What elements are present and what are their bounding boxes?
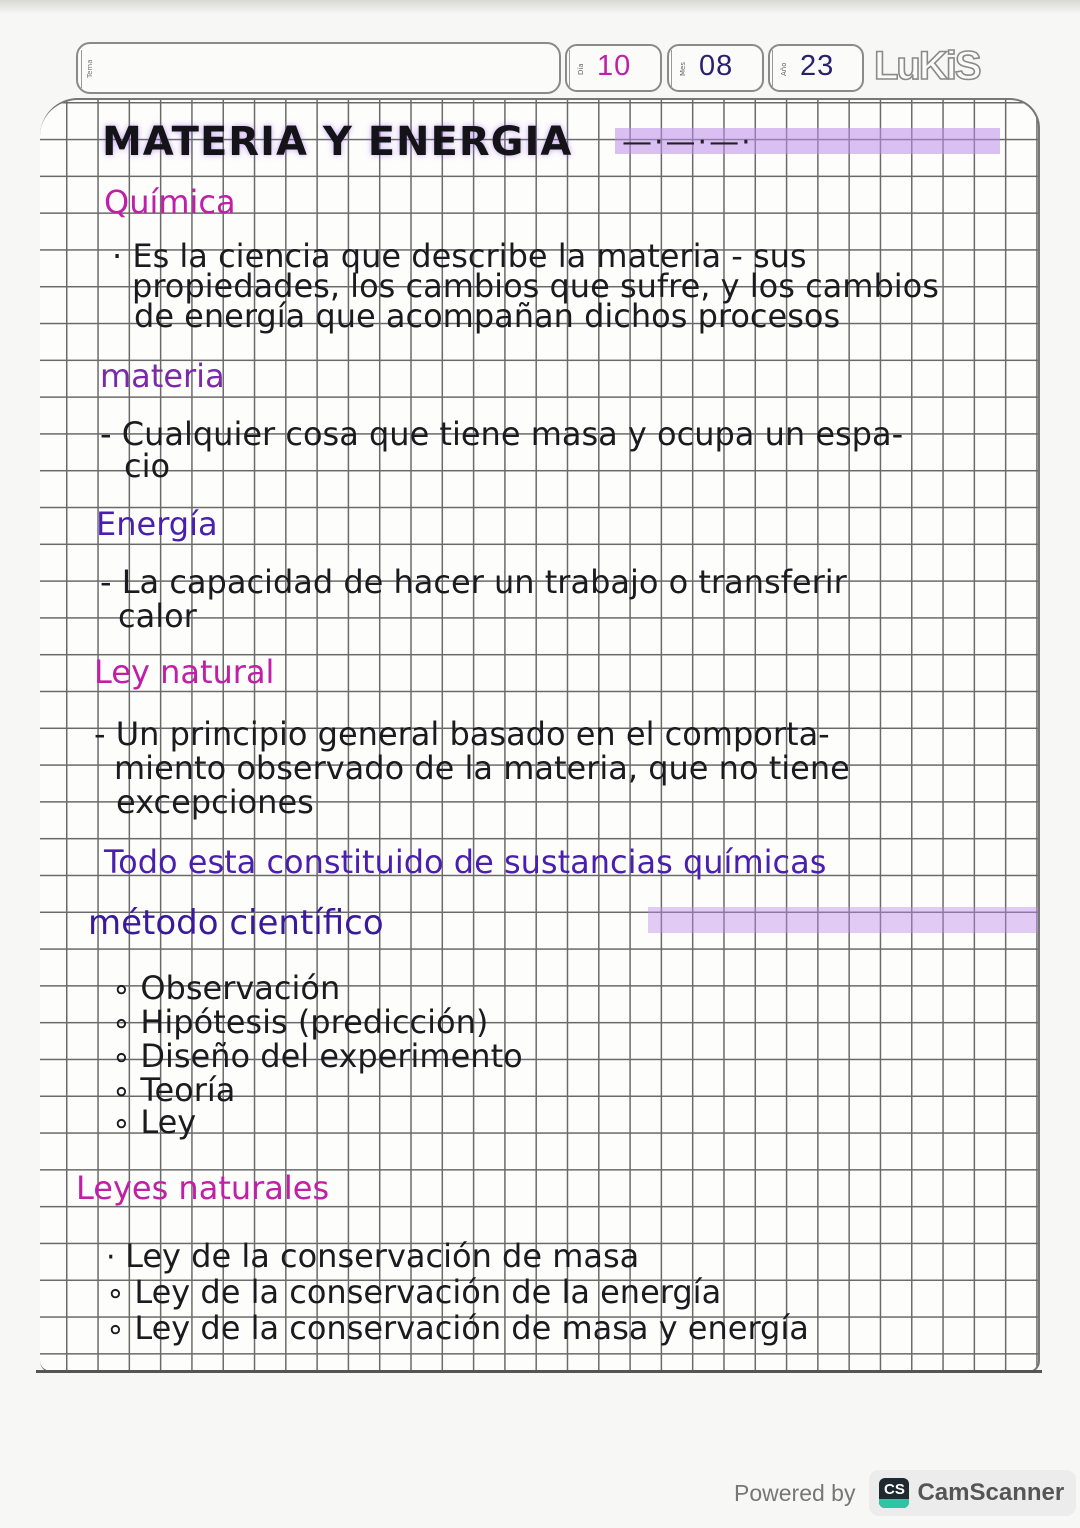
camscanner-logo-icon: CS bbox=[879, 1478, 909, 1508]
month-field bbox=[667, 44, 764, 92]
energia-line-1: - La capacidad de hacer un trabajo o transferir bbox=[100, 563, 847, 601]
notebook-brand-logo: LuKiS bbox=[874, 44, 980, 88]
method-step bbox=[112, 1037, 523, 1075]
law-item bbox=[106, 1273, 722, 1311]
method-step-label: Teoría bbox=[140, 1071, 236, 1109]
bullet-icon: ∘ bbox=[106, 1276, 135, 1311]
law-item-label: Ley de la conservación de la energía bbox=[134, 1273, 722, 1311]
method-step-label: Ley bbox=[140, 1103, 197, 1141]
title-decoration-dashes: —·—·—· bbox=[622, 125, 753, 160]
page-bottom-edge bbox=[36, 1370, 1042, 1373]
quimica-line-1: · Es la ciencia que describe la materia - sus bbox=[112, 237, 807, 275]
heading-materia: materia bbox=[100, 357, 225, 395]
bullet-icon: ∘ bbox=[112, 972, 141, 1007]
bullet-icon: ∘ bbox=[106, 1312, 135, 1347]
ley-natural-line-1: - Un principio general basado en el comporta- bbox=[94, 715, 830, 753]
method-step bbox=[112, 1003, 489, 1041]
ley-natural-line-3: excepciones bbox=[116, 783, 314, 821]
page-title: MATERIA Y ENERGIA bbox=[102, 119, 573, 165]
law-item-label: Ley de la conservación de masa y energía bbox=[134, 1309, 809, 1347]
camscanner-name: CamScanner bbox=[917, 1479, 1065, 1506]
ley-natural-line-2: miento observado de la materia, que no tiene bbox=[114, 749, 850, 787]
title-decoration bbox=[622, 125, 753, 160]
heading-leyes-naturales: Leyes naturales bbox=[76, 1169, 330, 1207]
bullet-icon: ∘ bbox=[112, 1006, 141, 1041]
month-value: 08 bbox=[699, 50, 734, 82]
powered-by-text: Powered by bbox=[734, 1479, 856, 1506]
method-highlight bbox=[648, 907, 1038, 933]
year-label: Año bbox=[772, 50, 795, 88]
day-value: 10 bbox=[597, 50, 632, 82]
scan-edge-shadow bbox=[0, 0, 1080, 14]
year-field bbox=[768, 44, 864, 92]
method-step bbox=[112, 969, 341, 1007]
bullet-icon: ∘ bbox=[112, 1106, 141, 1141]
law-item bbox=[106, 1309, 809, 1347]
heading-metodo-cientifico: método científico bbox=[88, 903, 384, 943]
law-item-label: Ley de la conservación de masa bbox=[125, 1237, 640, 1275]
energia-line-2: calor bbox=[118, 597, 197, 635]
year-value: 23 bbox=[800, 50, 835, 82]
camscanner-badge[interactable] bbox=[869, 1470, 1076, 1516]
heading-energia: Energía bbox=[96, 505, 218, 543]
quimica-line-3: de energía que acompañan dichos procesos bbox=[134, 297, 841, 335]
month-label: Mes bbox=[671, 50, 694, 88]
method-step-label: Observación bbox=[140, 969, 341, 1007]
topic-label: Tema bbox=[81, 50, 98, 88]
camscanner-watermark bbox=[734, 1470, 1076, 1516]
method-step-label: Diseño del experimento bbox=[140, 1037, 523, 1075]
heading-ley-natural: Ley natural bbox=[94, 653, 275, 691]
heading-quimica: Química bbox=[104, 183, 236, 221]
bullet-icon: · bbox=[106, 1240, 126, 1275]
day-label: Día bbox=[569, 50, 592, 88]
statement-line: Todo esta constituido de sustancias químicas bbox=[104, 843, 827, 881]
materia-line-1: - Cualquier cosa que tiene masa y ocupa un espa- bbox=[100, 415, 904, 453]
day-field bbox=[565, 44, 662, 92]
bullet-icon: ∘ bbox=[112, 1040, 141, 1075]
quimica-line-2: propiedades, los cambios que sufre, y los cambios bbox=[132, 267, 939, 305]
topic-field bbox=[76, 42, 561, 94]
materia-line-2: cio bbox=[124, 447, 171, 485]
bullet-icon: ∘ bbox=[112, 1074, 141, 1109]
method-step bbox=[112, 1103, 197, 1141]
law-item bbox=[106, 1237, 640, 1275]
method-step-label: Hipótesis (predicción) bbox=[140, 1003, 489, 1041]
